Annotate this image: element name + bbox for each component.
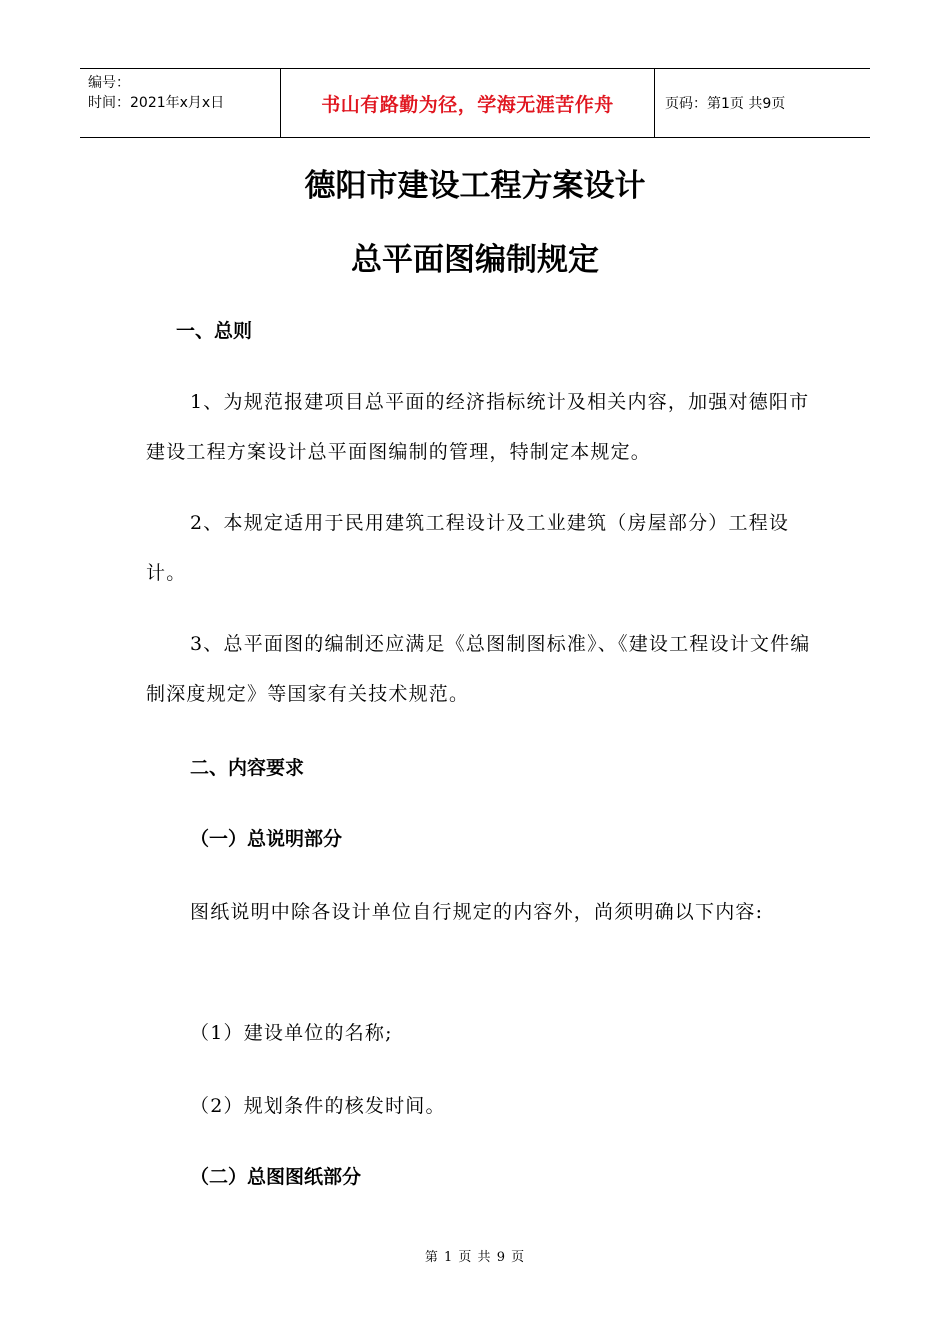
paragraph-1: 1、为规范报建项目总平面的经济指标统计及相关内容，加强对德阳市建设工程方案设计总平面图编制的管理，特制定本规定。 (146, 391, 810, 463)
list-item-2: （2）规划条件的核发时间。 (190, 1095, 446, 1117)
section-heading-general: 一、总则 (176, 320, 253, 342)
document-title-line1: 德阳市建设工程方案设计 (304, 168, 646, 204)
section-heading-content: 二、内容要求 (190, 757, 305, 779)
header-table (80, 68, 870, 138)
page-footer: 第 1 页 共 9 页 (424, 1250, 526, 1265)
subsection-heading-general-notes: （一）总说明部分 (190, 828, 343, 850)
subsection-heading-drawings: （二）总图图纸部分 (190, 1166, 362, 1188)
header-meta-cell (80, 69, 281, 137)
paragraph-2: 2、本规定适用于民用建筑工程设计及工业建筑（房屋部分）工程设计。 (146, 512, 790, 584)
number-label: 编号： (88, 75, 130, 91)
document-title-line2: 总平面图编制规定 (351, 242, 599, 278)
paragraph-3: 3、总平面图的编制还应满足《总图制图标准》、《建设工程设计文件编制深度规定》等国家有关技术规范。 (146, 633, 811, 705)
motto: 书山有路勤为径，学海无涯苦作舟 (281, 69, 655, 137)
date-label: 时间：2021年x月x日 (88, 95, 225, 111)
page-info: 页码：第1页 共9页 (665, 96, 786, 112)
paragraph-4: 图纸说明中除各设计单位自行规定的内容外，尚须明确以下内容: (190, 901, 764, 923)
list-item-1: （1）建设单位的名称; (190, 1022, 393, 1044)
